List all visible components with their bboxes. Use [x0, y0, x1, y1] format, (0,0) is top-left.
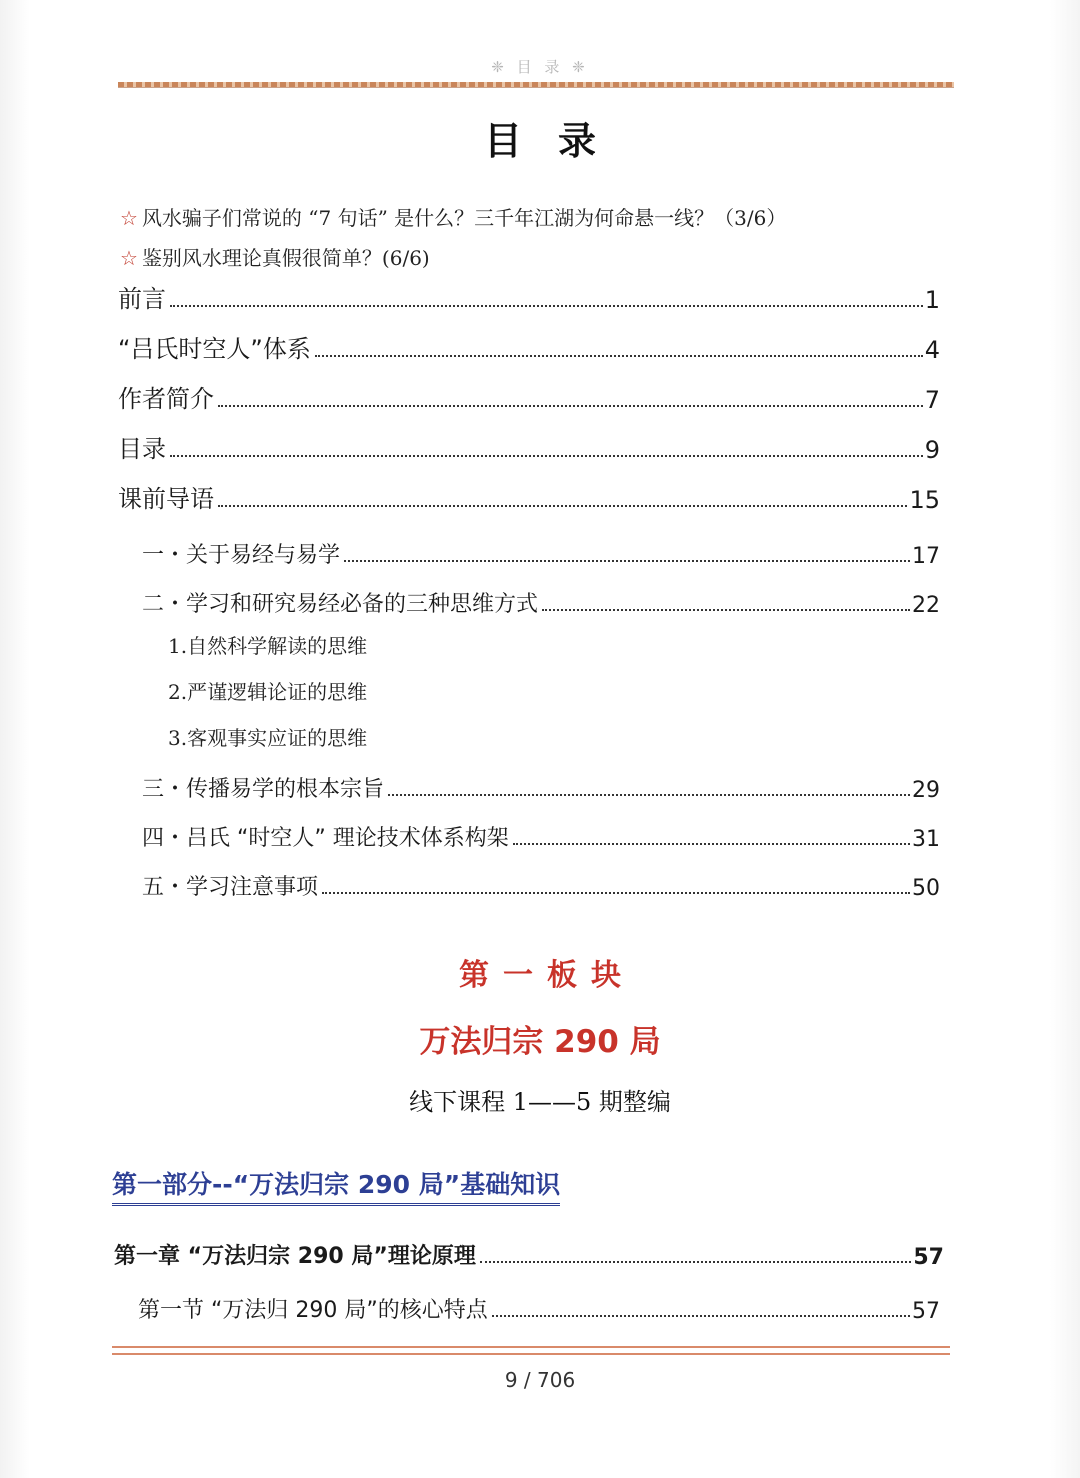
dot-leader [344, 560, 910, 562]
toc-entry-intro-1[interactable] [142, 535, 940, 569]
toc-entry-title: 三・传播易学的根本宗旨 [142, 777, 385, 802]
thinking-item-1[interactable]: 1.自然科学解读的思维 [168, 634, 368, 658]
toc-entry-page: 57 [913, 1245, 944, 1270]
toc-entry-intro-3[interactable] [142, 769, 940, 803]
top-decorative-rule [118, 82, 954, 88]
toc-entry-title: 一・关于易经与易学 [142, 543, 341, 568]
toc-entry-title: 五・学习注意事项 [142, 875, 319, 900]
dot-leader [170, 455, 923, 457]
toc-entry-page: 50 [912, 876, 940, 901]
toc-entry-intro[interactable] [118, 480, 940, 514]
toc-entry-page: 17 [912, 544, 940, 569]
toc-entry-page: 9 [924, 436, 940, 464]
toc-entry-intro-2[interactable] [142, 584, 940, 618]
toc-entry-page: 4 [924, 336, 940, 364]
dot-leader [218, 405, 923, 407]
toc-entry-system[interactable] [118, 330, 940, 364]
highlight-line-1[interactable]: ☆ 风水骗子们常说的 “7 句话” 是什么？三千年江湖为何命悬一线？（3/6） [120, 206, 787, 230]
thinking-item-2[interactable]: 2.严谨逻辑论证的思维 [168, 680, 368, 704]
block-name: 万法归宗 290 局 [419, 1024, 661, 1060]
dot-leader [492, 1315, 910, 1317]
dot-leader [388, 794, 910, 796]
toc-entry-title: 二・学习和研究易经必备的三种思维方式 [142, 592, 539, 617]
toc-entry-title: 第一章 “万法归宗 290 局”理论原理 [114, 1244, 476, 1269]
toc-entry-page: 7 [924, 386, 940, 414]
toc-entry-intro-4[interactable] [142, 818, 940, 852]
dot-leader [480, 1261, 912, 1263]
toc-entry-section-1[interactable] [138, 1290, 940, 1324]
dot-leader [322, 892, 910, 894]
toc-entry-chapter-1[interactable] [114, 1236, 944, 1270]
dot-leader [218, 505, 907, 507]
toc-entry-page: 15 [909, 486, 940, 514]
star-icon: ☆ [120, 246, 138, 270]
toc-entry-page: 31 [912, 827, 940, 852]
dot-leader [542, 609, 910, 611]
star-icon: ☆ [120, 206, 138, 230]
toc-entry-title: “吕氏时空人”体系 [118, 335, 311, 363]
highlight-line-2[interactable]: ☆ 鉴别风水理论真假很简单？(6/6) [120, 246, 430, 270]
toc-entry-title: 第一节 “万法归 290 局”的核心特点 [138, 1298, 488, 1323]
block-subtitle: 线下课程 1——5 期整编 [409, 1088, 671, 1116]
toc-entry-page: 1 [924, 286, 940, 314]
dot-leader [315, 355, 923, 357]
dot-leader [170, 305, 923, 307]
toc-entry-page: 57 [912, 1299, 940, 1324]
toc-entry-title: 前言 [118, 285, 166, 313]
toc-entry-title: 课前导语 [118, 485, 214, 513]
thinking-item-3[interactable]: 3.客观事实应证的思维 [168, 726, 368, 750]
page-indicator: 9 / 706 [504, 1368, 576, 1392]
toc-entry-title: 作者简介 [118, 385, 214, 413]
running-header: ❈ 目 录 ❈ [491, 58, 589, 76]
toc-entry-author[interactable] [118, 380, 940, 414]
toc-entry-title: 目录 [118, 435, 166, 463]
toc-entry-preface[interactable] [118, 280, 940, 314]
toc-entry-title: 四・吕氏 “时空人” 理论技术体系构架 [142, 826, 509, 851]
block-title: 第一板块 [459, 958, 635, 993]
toc-entry-contents[interactable] [118, 430, 940, 464]
dot-leader [513, 843, 910, 845]
toc-entry-page: 22 [912, 593, 940, 618]
toc-entry-intro-5[interactable] [142, 867, 940, 901]
part-heading-link[interactable]: 第一部分--“万法归宗 290 局”基础知识 [112, 1165, 560, 1206]
page-title: 目录 [483, 119, 632, 163]
bottom-decorative-rule [112, 1346, 950, 1355]
toc-entry-page: 29 [912, 778, 940, 803]
